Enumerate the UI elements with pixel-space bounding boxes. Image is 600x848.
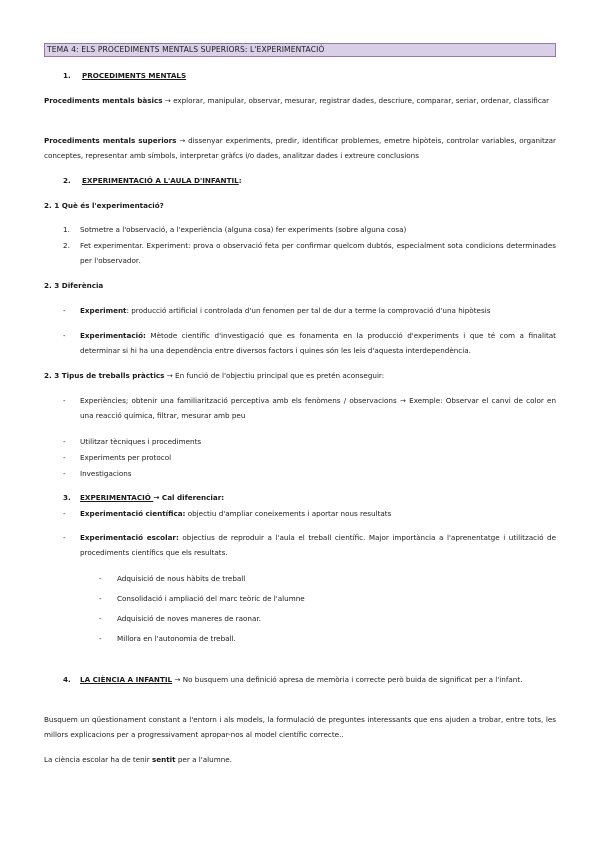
definition-experimentacio: Mètode científic d'investigació que es fonamenta en la producció d'experiments i que té com a finalitat determinar si hi ha una dependència entre diversos factors i quines són les leis d'aquesta interdependència. [80, 331, 556, 355]
bullet-dash: - [99, 614, 102, 623]
sub-list-item: Adquisició de noves maneres de raonar. [117, 614, 261, 623]
closing-bold: sentit [151, 755, 176, 764]
list-item: Experiències; obtenir una familiarització perceptiva amb els fenòmens / observacions → Exemple: Observar el canvi de color en una reacció química, filtrar, mesurar amb peu [80, 396, 556, 420]
section4-text: → No busquem una definició apresa de memòria i correcte però buida de significat per a l'infant. [172, 675, 523, 684]
list-item [80, 530, 556, 560]
term-escolar: Experimentació escolar: [80, 533, 179, 542]
subsection-2-3-heading: 2. 3 Diferència [44, 281, 104, 290]
term-cientifica: Experimentació científica: [80, 509, 186, 518]
sub-list-item: Adquisició de nous hàbits de treball [117, 574, 246, 583]
section3-heading: EXPERIMENTACIÓ [80, 493, 154, 502]
section2-heading-line [82, 173, 242, 188]
subsection-2-1-heading: 2. 1 Què és l'experimentació? [44, 201, 164, 210]
bullet-dash: - [63, 509, 66, 518]
bullet-dash: - [99, 594, 102, 603]
section1-heading: PROCEDIMENTS MENTALS [82, 71, 187, 80]
list-item [80, 328, 556, 358]
list-item [80, 303, 556, 318]
sub-list-item: Consolidació i ampliació del marc teòric de l'alumne [117, 594, 305, 603]
bullet-dash: - [63, 453, 66, 462]
section4-closing [44, 752, 232, 767]
tipus-heading: 2. 3 Tipus de treballs pràctics [44, 371, 165, 380]
subsection-2-3-tipus [44, 368, 384, 383]
bullet-dash: - [63, 396, 66, 405]
term-experiment: Experiment [80, 306, 127, 315]
list-item: Investigacions [80, 469, 132, 478]
list-number: 1. [63, 225, 70, 234]
definition-escolar: objectius de reproduir a l'aula el treball científic. Major importància a l'aprenentatge i utilització de procediments científics que els resultats. [80, 533, 556, 557]
sub-list-item: Millora en l'autonomia de treball. [117, 634, 236, 643]
section2-number: 2. [63, 176, 71, 185]
p2-text: → dissenyar experiments, predir, identificar problemes, emetre hipòteis, controlar variables, organitzar conceptes, representar amb símbols, interpretar gràfcs i/o dades, analitzar dades i extreure conclusions [44, 136, 556, 160]
section2-heading-suffix: : [238, 176, 242, 185]
bullet-dash: - [63, 533, 66, 542]
section3-number: 3. [63, 493, 71, 502]
bullet-dash: - [63, 331, 66, 340]
list-item: Experiments per protocol [80, 453, 172, 462]
section3-heading-suffix: → Cal diferenciar: [153, 493, 225, 502]
section1-paragraph-basic [44, 93, 556, 108]
section4-paragraph: Busquem un qüestionament constant a l'entorn i als models, la formulació de preguntes interessants que ens ajuden a trobar, entre tots, les millors explicacions per a progressivament apropar-nos al model científic correcte.. [44, 715, 556, 739]
list-item: Sotmetre a l'observació, a l'experiència (alguna cosa) fer experiments (sobre alguna cosa) [80, 225, 407, 234]
bullet-dash: - [63, 437, 66, 446]
bullet-dash: - [99, 574, 102, 583]
bullet-dash: - [63, 469, 66, 478]
closing-after: per a l'alumne. [175, 755, 232, 764]
list-item: Fet experimentar. Experiment: prova o observació feta per confirmar quelcom dubtós, especialment sota condicions determinades per l'observador. [80, 241, 556, 265]
p1-text: → explorar, manipular, observar, mesurar, registrar dades, descriure, comparar, seriar, ordenar, classificar [162, 96, 550, 105]
list-number: 2. [63, 241, 70, 250]
list-item [80, 506, 391, 521]
closing-before: La ciència escolar ha de tenir [44, 755, 152, 764]
term-experimentacio: Experimentació: [80, 331, 146, 340]
section4-heading: LA CIÈNCIA A INFANTIL [80, 675, 173, 684]
section4-intro [80, 672, 556, 687]
bullet-dash: - [99, 634, 102, 643]
section4-number: 4. [63, 675, 71, 684]
list-item: Utilitzar tècniques i procediments [80, 437, 202, 446]
definition-experiment: : producció artificial i controlada d'un fenomen per tal de dur a terme la comprovació d'una hipòtesis [126, 306, 491, 315]
bullet-dash: - [63, 306, 66, 315]
document-title: TEMA 4: ELS PROCEDIMENTS MENTALS SUPERIORS: L'EXPERIMENTACIÓ [44, 43, 556, 57]
p2-bold: Procediments mentals superiors [44, 136, 177, 145]
definition-cientifica: objectiu d'ampliar coneixements i aportar nous resultats [185, 509, 392, 518]
p1-bold: Procediments mentals bàsics [44, 96, 163, 105]
section3-heading-line [80, 490, 224, 505]
section2-heading: EXPERIMENTACIÓ A L'AULA D'INFANTIL [82, 176, 239, 185]
section1-paragraph-superior [44, 133, 556, 163]
section1-number: 1. [63, 71, 71, 80]
tipus-text: → En funció de l'objectiu principal que es pretén aconseguir: [164, 371, 385, 380]
